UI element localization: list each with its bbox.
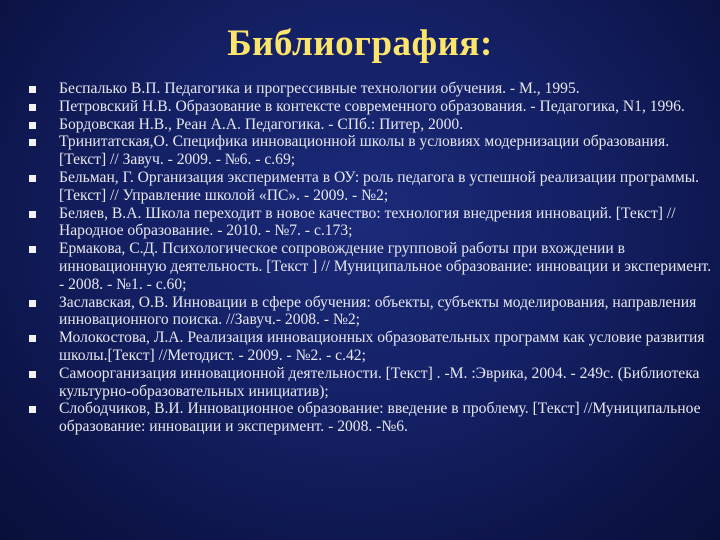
- bibliography-item-text: Бордовская Н.В., Реан А.А. Педагогика. - СПб.: Питер, 2000.: [59, 115, 464, 133]
- bibliography-item-text: Молокостова, Л.А. Реализация инновационных образовательных программ как условие развития школы.[Текст] //Методист. - 2009. - №2. - с.42;: [59, 329, 705, 364]
- bibliography-item-text: Беспалько В.П. Педагогика и прогрессивные технологии обучения. - М., 1995.: [59, 80, 580, 97]
- square-bullet-icon: [29, 139, 36, 146]
- bibliography-item-text: Беляев, В.А. Школа переходит в новое качество: технология внедрения инноваций. [Текст] // Народное образование. - 2010. - №7. - с.173;: [59, 204, 676, 240]
- square-bullet-icon: [29, 300, 36, 307]
- bibliography-item: [26, 133, 716, 169]
- square-bullet-icon: [29, 104, 36, 111]
- bibliography-item-text: Петровский Н.В. Образование в контексте современного образования. - Педагогика, N1, 1996.: [59, 97, 685, 115]
- bibliography-item-text: Заславская, О.В. Инновации в сфере обучения: объекты, субъекты моделирования, направления инновационного поиска. //Завуч.- 2008. - №2;: [59, 293, 697, 329]
- bibliography-item-text: Тринитатская,О. Специфика инновационной школы в условиях модернизации образования.[Текст] // Завуч. - 2009. - №6. - с.69;: [59, 133, 670, 169]
- square-bullet-icon: [29, 86, 36, 93]
- bibliography-item-text: Бельман, Г. Организация эксперимента в ОУ: роль педагога в успешной реализации программы. [Текст] // Управление школой «ПС». - 2009. - №2;: [59, 168, 700, 204]
- square-bullet-icon: [29, 211, 36, 218]
- bibliography-list: [26, 80, 716, 436]
- bibliography-item: [26, 240, 716, 293]
- square-bullet-icon: [29, 122, 36, 129]
- bibliography-item: [26, 400, 716, 436]
- square-bullet-icon: [29, 371, 36, 378]
- square-bullet-icon: [29, 406, 36, 413]
- square-bullet-icon: [29, 175, 36, 182]
- bibliography-item: [26, 116, 716, 134]
- bibliography-item: [26, 329, 716, 365]
- bibliography-item: [26, 98, 716, 116]
- slide-title: Библиография:: [227, 23, 493, 64]
- bibliography-item: [26, 169, 716, 205]
- bibliography-item-text: Слободчиков, В.И. Инновационное образование: введение в проблему. [Текст] //Муниципальное образование: инновации и эксперимент. - 2008. -№6.: [59, 400, 701, 436]
- bibliography-item-text: Самоорганизация инновационной деятельности. [Текст] . -М. :Эврика, 2004. - 249с. (Библиотека культурно-образовательных инициатив);: [59, 364, 700, 400]
- bibliography-item: [26, 80, 716, 98]
- square-bullet-icon: [29, 335, 36, 342]
- bibliography-item: [26, 205, 716, 241]
- bibliography-item: [26, 294, 716, 330]
- bibliography-item: [26, 365, 716, 401]
- bibliography-item-text: Ермакова, С.Д. Психологическое сопровождение групповой работы при вхождении в инновационную деятельность. [Текст ] // Муниципальное образование: инновации и эксперимент. - 2008. - №1. - с.60;: [59, 240, 712, 293]
- square-bullet-icon: [29, 246, 36, 253]
